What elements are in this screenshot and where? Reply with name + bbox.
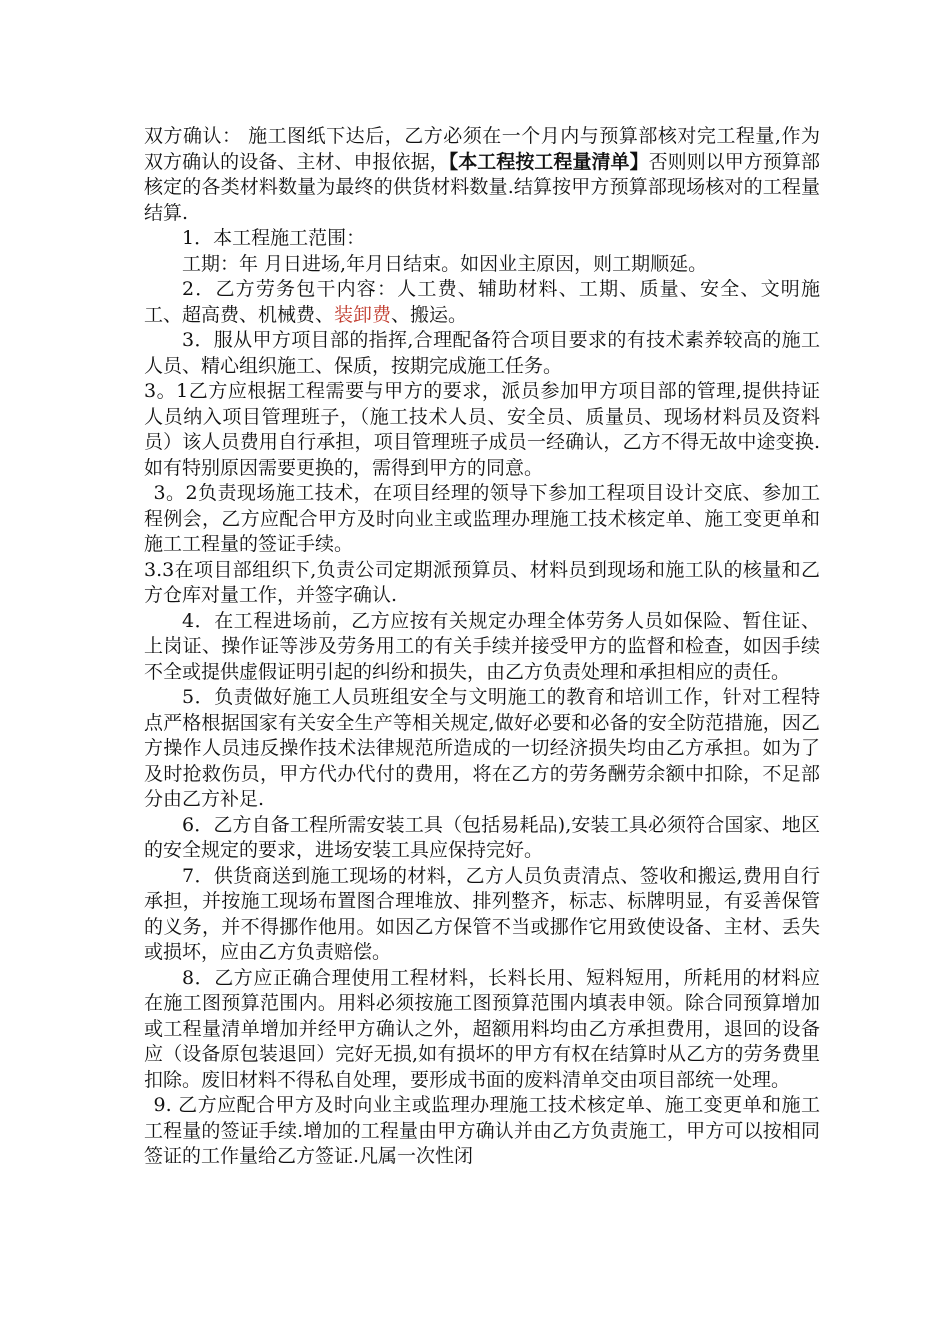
paragraph-item-7: 7．供货商送到施工现场的材料，乙方人员负责清点、签收和搬运,费用自行承担，并按施工现场布置图合理堆放、排列整齐，标志、标牌明显，有妥善保管的义务，并不得挪作他用。如因乙方保管不当或挪作它用致使设备、主材、丢失或损坏，应由乙方负责赔偿。: [144, 864, 820, 963]
paragraph-item-3-3: 3.3在项目部组织下,负责公司定期派预算员、材料员到现场和施工队的核量和乙方仓库对量工作，并签字确认.: [144, 558, 820, 606]
paragraph-item-6: 6．乙方自备工程所需安装工具（包括易耗品),安装工具必须符合国家、地区的安全规定的要求，进场安装工具应保持完好。: [144, 813, 820, 861]
paragraph-text: 2．乙方劳务包干内容：人工费、辅助材料、工期、质量、安全、文明施工、超高费、机械费、: [144, 278, 820, 326]
paragraph-item-3-1: 3。1乙方应根据工程需要与甲方的要求，派员参加甲方项目部的管理,提供持证人员纳入项目管理班子，（施工技术人员、安全员、质量员、现场材料员及资料员）该人员费用自行承担，项目管理班子成员一经确认，乙方不得无故中途变换.如有特别原因需要更换的，需得到甲方的同意。: [144, 380, 820, 479]
paragraph-item-3: 3．服从甲方项目部的指挥,合理配备符合项目要求的有技术素养较高的施工人员、精心组织施工、保质，按期完成施工任务。: [144, 329, 820, 377]
bold-emphasis: 【本工程按工程量清单】: [448, 150, 649, 173]
document-body: [144, 124, 820, 1170]
paragraph-scope: 1．本工程施工范围：: [182, 227, 366, 249]
paragraph-text: 双方确认： 施工图纸下达后，乙方必须在一个月内与预算部核对完工程量,作为双方确认的设备、主材、申报依据，: [144, 125, 820, 173]
paragraph-text: 否则则以甲方预算部核定的各类材料数量为最终的供货材料数量.结算按甲方预算部现场核对的工程量结算.: [144, 150, 820, 224]
paragraph-item-3-2: 3。2负责现场施工技术，在项目经理的领导下参加工程项目设计交底、参加工程例会，乙方应配合甲方及时向业主或监理办理施工技术核定单、施工变更单和施工工程量的签证手续。: [144, 482, 820, 555]
paragraph-item-4: 4．在工程进场前，乙方应按有关规定办理全体劳务人员如保险、暂住证、上岗证、操作证等涉及劳务用工的有关手续并接受甲方的监督和检查，如因手续不全或提供虚假证明引起的纠纷和损失，由乙方负责处理和承担相应的责任。: [144, 609, 820, 683]
paragraph-labor-contents: [144, 277, 820, 328]
paragraph-text: 、搬运。: [391, 303, 468, 326]
paragraph-duration: 工期：年 月日进场,年月日结束。如因业主原因，则工期顺延。: [182, 252, 708, 275]
highlighted-text: 装卸费: [334, 303, 392, 326]
paragraph-item-8: 8．乙方应正确合理使用工程材料，长料长用、短料短用，所耗用的材料应在施工图预算范围内。用料必须按施工图预算范围内填表申领。除合同预算增加或工程量清单增加并经甲方确认之外，超额用料均由乙方承担费用，退回的设备应（设备原包装退回）完好无损,如有损坏的甲方有权在结算时从乙方的劳务费里扣除。废旧材料不得私自处理，要形成书面的废料清单交由项目部统一处理。: [144, 966, 820, 1091]
paragraph-confirmation: [144, 124, 820, 226]
paragraph-item-9: 9. 乙方应配合甲方及时向业主或监理办理施工技术核定单、施工变更单和施工工程量的签证手续.增加的工程量由甲方确认并由乙方负责施工，甲方可以按相同签证的工作量给乙方签证.凡属一次性闭: [144, 1094, 820, 1167]
paragraph-item-5: 5．负责做好施工人员班组安全与文明施工的教育和培训工作，针对工程特点严格根据国家有关安全生产等相关规定,做好必要和必备的安全防范措施，因乙方操作人员违反操作技术法律规范所造成的一切经济损失均由乙方承担。如为了及时抢救伤员，甲方代办代付的费用，将在乙方的劳务酬劳余额中扣除，不足部分由乙方补足.: [144, 686, 820, 810]
